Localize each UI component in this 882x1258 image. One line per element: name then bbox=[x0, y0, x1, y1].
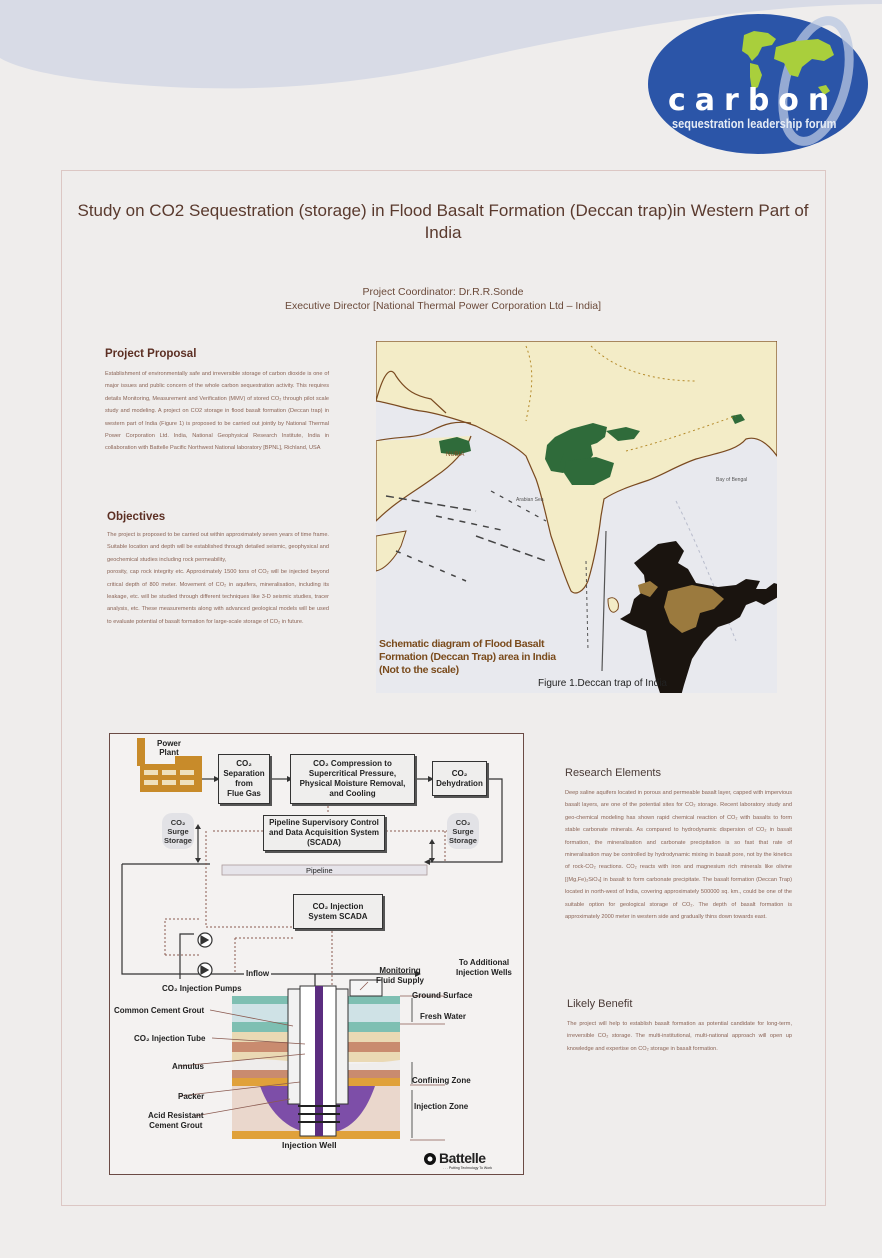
injection-pump-icon bbox=[198, 933, 212, 977]
common-cement-grout-label: Common Cement Grout bbox=[114, 1006, 205, 1015]
section-heading: Likely Benefit bbox=[567, 998, 633, 1010]
to-additional-wells-label: To Additional Injection Wells bbox=[456, 958, 512, 977]
figure-caption: Figure 1.Deccan trap of India bbox=[538, 678, 667, 689]
poster-title: Study on CO2 Sequestration (storage) in Flood Basalt Formation (Deccan trap)in Western Part of India bbox=[77, 201, 809, 242]
co2-injection-system-diagram bbox=[109, 733, 524, 1175]
logo-wordmark: carbon bbox=[668, 83, 839, 118]
section-body: Deep saline aquifers located in porous and permeable basalt layer, capped with impervious basalt layers, are one of the potential sites for CO₂ storage. Recent laboratory study and geo-chemical modeling has shown rapid chemical reaction of CO₂ with basalts to form stable carbonate minerals. As compared to hydrodynamic dispersion of CO₂ in basalt formation, the mineralisation and carbonate precipitation is so fast that rate of mineralisation may be controlled by hydrodynamic mixing in basalt pore, not by the kinetics of rock-CO₂ reactions. CO₂ reacts with iron and magnesium rich minerals like olivine [(Mg,Fe)₂SiO₄] in basalt to form carbonate precipitate. The basalt formation (Deccan Trap) located in north-west of India, covering approximately 500000 sq. km., could be one of the suitable option for geological storage of CO₂. The depth of basalt formation is approximately 2000 meter in western side and gradually thins down towards east. bbox=[565, 790, 792, 921]
figure-deccan-trap-map bbox=[376, 341, 777, 693]
section-heading: Project Proposal bbox=[105, 348, 197, 360]
pipeline-scada-box: Pipeline Supervisory Control and Data Acquisition System (SCADA) bbox=[263, 815, 385, 851]
fresh-water-label: Fresh Water bbox=[420, 1012, 466, 1021]
section-body: The project is proposed to be carried out within approximately seven years of time frame. Suitable location and depth will be established through detailed seismic, geophysical and geochemical studies including rock permeability, bbox=[107, 532, 329, 563]
carbon-sequestration-leadership-forum-logo bbox=[646, 13, 870, 155]
dehydration-box: CO₂ Dehydration bbox=[432, 761, 487, 796]
packer-label: Packer bbox=[178, 1092, 205, 1101]
injection-tube-label: CO₂ Injection Tube bbox=[134, 1034, 206, 1043]
section-heading: Research Elements bbox=[565, 767, 661, 779]
section-body: The project will help to establish basalt formation as potential candidate for long-term, irreversible CO₂ storage. The multi-institutional, multi-national approach will open up knowledge and expertise on CO₂ storage in basalt formation. bbox=[567, 1021, 792, 1052]
monitoring-fluid-supply-label: Monitoring Fluid Supply bbox=[376, 966, 424, 985]
ground-surface-label: Ground Surface bbox=[412, 991, 473, 1000]
schematic-note: Schematic diagram of Flood Basalt Formation (Deccan Trap) area in India (Not to the scale) bbox=[379, 638, 556, 676]
battelle-tagline: . . . Putting Technology To Work bbox=[443, 1166, 493, 1170]
injection-well-title: Injection Well bbox=[282, 1140, 337, 1150]
annulus-label: Annulus bbox=[172, 1062, 204, 1071]
power-plant-label: Power Plant bbox=[156, 739, 181, 757]
acid-resistant-grout-label: Acid Resistant Cement Grout bbox=[148, 1111, 204, 1130]
injection-scada-box: CO₂ Injection System SCADA bbox=[293, 894, 383, 929]
poster-authors bbox=[70, 285, 816, 313]
affiliation: Executive Director [National Thermal Power Corporation Ltd – India] bbox=[284, 300, 602, 312]
section-heading: Objectives bbox=[107, 511, 166, 523]
surge-storage-right: CO₂ Surge Storage bbox=[447, 813, 479, 849]
inflow-label: Inflow bbox=[246, 969, 270, 978]
section-research-elements bbox=[565, 767, 792, 923]
svg-text:Arabian Sea: Arabian Sea bbox=[516, 497, 544, 503]
battelle-wordmark: Battelle bbox=[439, 1150, 486, 1166]
svg-text:Bay of Bengal: Bay of Bengal bbox=[716, 477, 748, 483]
project-coordinator: Project Coordinator: Dr.R.R.Sonde bbox=[362, 286, 524, 298]
logo-tagline: sequestration leadership forum bbox=[672, 117, 837, 131]
svg-text:NUBIA: NUBIA bbox=[446, 452, 465, 458]
confining-zone-label: Confining Zone bbox=[412, 1076, 471, 1085]
section-likely-benefit bbox=[567, 998, 792, 1055]
injection-pumps-label: CO₂ Injection Pumps bbox=[162, 984, 242, 993]
pipeline-label: Pipeline bbox=[306, 866, 333, 875]
surge-storage-left: CO₂ Surge Storage bbox=[162, 813, 194, 849]
battelle-logo-icon bbox=[424, 1153, 436, 1165]
injection-zone-label: Injection Zone bbox=[414, 1102, 469, 1111]
separation-box: CO₂ Separation from Flue Gas bbox=[218, 754, 270, 804]
section-project-proposal bbox=[105, 348, 329, 455]
section-body-continued: porosity, cap rock integrity etc. Approximately 1500 tons of CO₂ will be injected beyond critical depth of 800 meter. Movement of CO₂ in aquifers, mineralisation, including its leakage, etc. will be studied through different techniques like 3-D seismic studies, tracer analysis, etc. These measurements along with advanced geological models will be used to evaluate potential of basalt formation for large-scale storage of CO₂ in future. bbox=[107, 569, 329, 625]
compression-box: CO₂ Compression to Supercritical Pressure, Physical Moisture Removal, and Cooling bbox=[290, 754, 415, 804]
section-body: Establishment of environmentally safe and irreversible storage of carbon dioxide is one of major issues and public concern of the whole carbon sequestration activity. This requires details Monitoring, Measurement and Verification (MMV) of stored CO₂ through pilot scale study and modeling. A project on CO2 storage in flood basalt formation (Deccan trap) in western part of India (Figure 1) is proposed to be carried out jointly by National Thermal Power Corporation Ltd. India, National Geophysical Research Institute, India in collaboration with Battelle Pacific Northwest National laboratory [BPNL], Richland, USA bbox=[105, 371, 329, 452]
injection-well-cross-section bbox=[232, 980, 400, 1139]
section-objectives bbox=[107, 511, 329, 628]
